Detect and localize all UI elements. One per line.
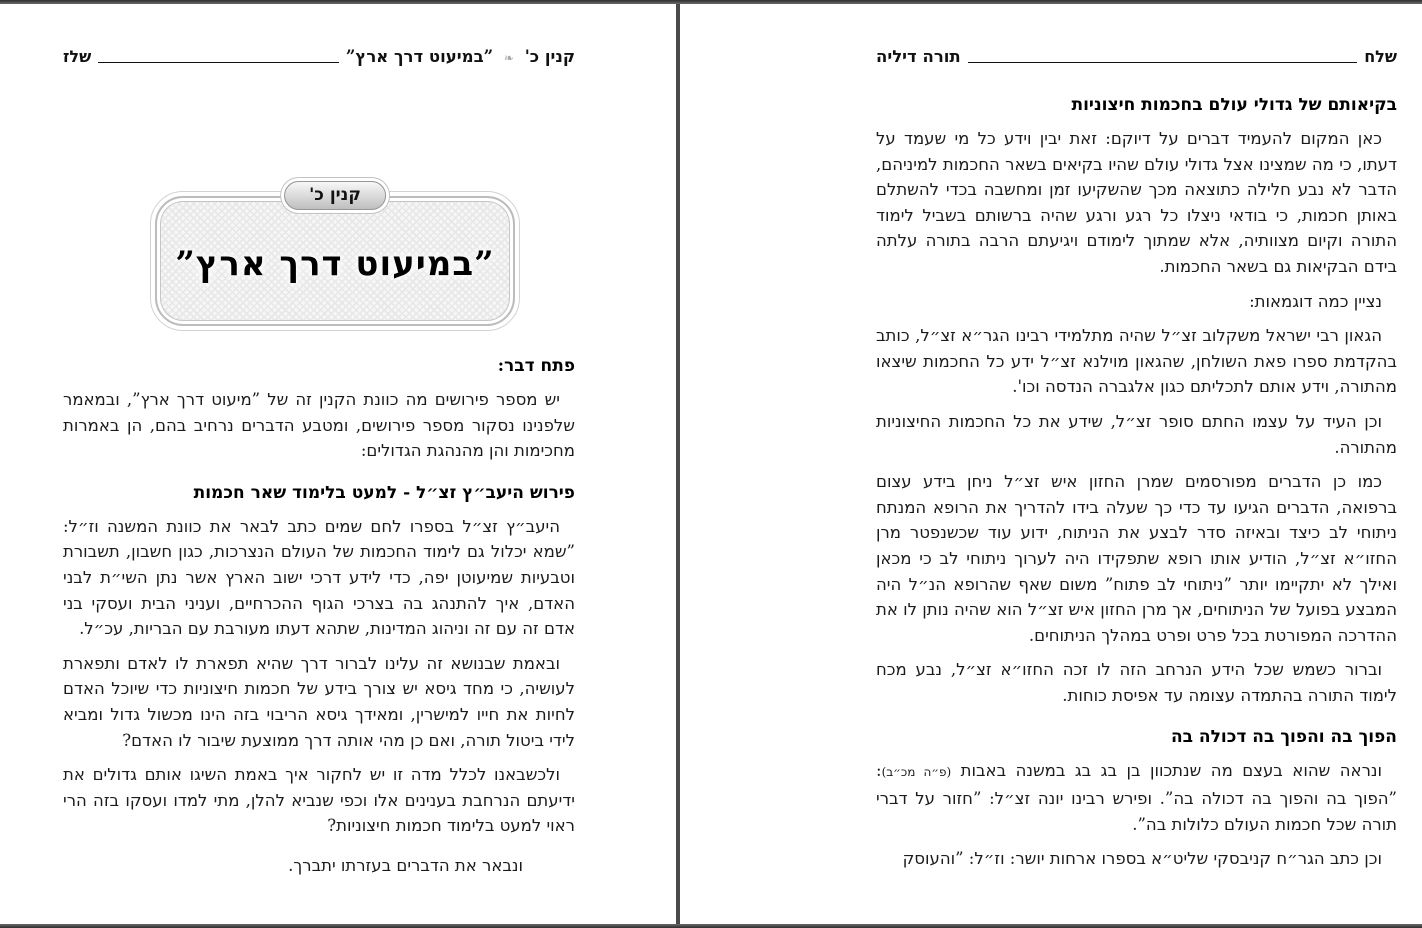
- section-heading-expertise: בקיאותם של גדולי עולם בחכמות חיצוניות: [1071, 95, 1397, 115]
- left-page-header: [63, 44, 575, 66]
- left-page-body: [63, 354, 575, 879]
- right-page-header: [876, 44, 1397, 66]
- page-divider: [676, 0, 680, 928]
- section-label: קנין כ': [524, 47, 575, 66]
- chapter-badge: קנין כ': [284, 181, 386, 210]
- closing-line: ונבאר את הדברים בעזרתו יתברך.: [288, 855, 523, 875]
- header-rule: [98, 62, 339, 63]
- chapter-title-box: [155, 185, 515, 326]
- final-paragraph: וכן כתב הגר״ח קניבסקי שליט״א בספרו ארחות יושר: וז״ל: ”והעוסק: [902, 849, 1382, 869]
- section-heading-yaavetz: פירוש היעב״ץ זצ״ל - למעט בלימוד שאר חכמות: [193, 482, 575, 503]
- body-paragraph: וכן העיד על עצמו החתם סופר זצ״ל, שידע את כל החכמות החיצוניות מהתורה.: [876, 411, 1397, 457]
- left-page: [0, 0, 676, 928]
- body-paragraph: היעב״ץ זצ״ל בספרו לחם שמים כתב לבאר את כוונת המשנה וז״ל: ”שמא יכלול גם לימוד החכמות של העולם הנצרכות, כגון חשבון, תשבורת וטבעיות שמיעוטן יפה, כדי לידע דרכי ישוב הארץ אשר נתן השי״ת לבני האדם, איך להתנהג בה בצרכי הגוף ההכרחיים, ועניני הבית ועסקי בני אדם זה עם זה וניהוג המדינות, שתהא דעתו מעורבת עם הבריות, עכ״ל.: [63, 516, 575, 639]
- fleuron-icon: ❧: [503, 51, 514, 65]
- right-page: [680, 0, 1422, 928]
- body-paragraph: כאן המקום להעמיד דברים על דיוקם: זאת יבין וידע כל מי שעמד על דעתו, כי מה שמצינו אצל גדולי עולם שהיו בקיאים בשאר החכמות למיניהם, הדבר לא נבע חלילה כתוצאה מכך שהשקיעו זמן ומחשבה בכדי להשתלם באותן חכמות, כי בודאי ניצלו כל רגע ורגע שהיה ברשותם בשביל לימוד התורה וקיום מצוותיה, אלא שמתוך לימודם ויגיעתם הרבה בתורה עלתה בידם הבקיאות גם בשאר החכמות.: [876, 129, 1397, 276]
- body-paragraph: כמו כן הדברים מפורסמים שמרן החזון איש זצ״ל ניחן בידע עצום ברפואה, הדברים הגיעו עד כדי כך שעלה בידו להדריך את הרופא המנתח ניתוחי לב כיצד ובאיזה סדר לבצע את הניתוח, ידוע עוד שכשנפטר מרן החזו״א זצ״ל, הודיע אותו רופא שתפקידו היה לערוך ניתוחי לב כי מכאן ואילך לא יתקיימו יותר ”ניתוחי לב פתוח” משום שאף שהרופא הנ״ל היה המבצע בפועל של הניתוחים, אך מרן החזון איש זצ״ל הוא שהיה נותן לו את ההדרכה המפורטת בכל פרט ופרט במהלך הניתוחים.: [876, 472, 1397, 645]
- top-page-edge: [0, 0, 1422, 4]
- chapter-title-large: ”במיעוט דרך ארץ”: [175, 244, 495, 285]
- left-page-number: שלז: [63, 47, 92, 66]
- body-paragraph: ובאמת שבנושא זה עלינו לברור דרך שהיא תפארת לו לאדם ותפארת לעושיה, כי מחד גיסא יש צורך בידע של חכמות חיצוניות כדי שיוכל האדם לחיות את חייו למישרין, ומאידך גיסא הריבוי בזה הינו מכשול גדול ומביא לידי ביטול תורה, ואם כן מהי אותה דרך ממוצעת שיבור לו האדם?: [63, 653, 575, 750]
- section-heading-hafoch: הפוך בה והפוך בה דכולה בה: [1170, 727, 1397, 748]
- body-paragraph: הגאון רבי ישראל משקלוב זצ״ל שהיה מתלמידי רבינו הגר״א זצ״ל, כותב בהקדמת ספרו פאת השולחן, שהגאון מוילנא זצ״ל ידע כל החכמות שיצאו מהתורה, וידע אותם לתכליתם כגון אלגברה הנדסה וכו'.: [876, 326, 1397, 397]
- right-page-body: [876, 93, 1397, 872]
- chapter-quote: ”במיעוט דרך ארץ”: [345, 47, 494, 66]
- mishna-paragraph: [876, 758, 1397, 837]
- header-rule: [968, 62, 1358, 63]
- right-page-number: שלח: [1364, 47, 1397, 66]
- body-paragraph: ולכשבאנו לכלל מדה זו יש לחקור איך באמת השיגו אותם גדולים את ידיעתם הנרחבת בענינים אלו וכפי שנביא להלן, מתי למדו ועסקו בזה הרי ראוי למעט בלימוד חכמות חיצוניות?: [63, 765, 575, 836]
- bottom-page-edge: [0, 924, 1422, 928]
- book-title: תורה דיליה: [876, 47, 961, 66]
- mishna-text: ונראה שהוא בעצם מה שנתכוון בן בג בג במשנה באבות: [951, 761, 1382, 781]
- source-reference: (פ״ה מכ״ב): [881, 765, 952, 780]
- left-header-section: [346, 47, 575, 66]
- body-paragraph: וברור כשמש שכל הידע הנרחב הזה לו זכה החזו״א זצ״ל, נבע מכח לימוד התורה בהתמדה עצומה עד אפיסת כוחות.: [876, 660, 1397, 705]
- intro-paragraph: יש מספר פירושים מה כוונת הקנין זה של ”מיעוט דרך ארץ”, ובמאמר שלפנינו נסקור מספר פירושים, ומטבע הדברים נרחיב בהם, הן באמרות מחכימות והן מהנהגת הגדולים:: [63, 390, 575, 461]
- mishna-text-continued: : ”הפוך בה והפוך בה דכולה בה”. ופירש רבינו יונה זצ״ל: ”חזור על דברי תורה שכל חכמות העולם כלולות בה”.: [876, 761, 1397, 834]
- examples-intro: נציין כמה דוגמאות:: [1249, 291, 1382, 311]
- intro-heading: פתח דבר:: [497, 356, 575, 376]
